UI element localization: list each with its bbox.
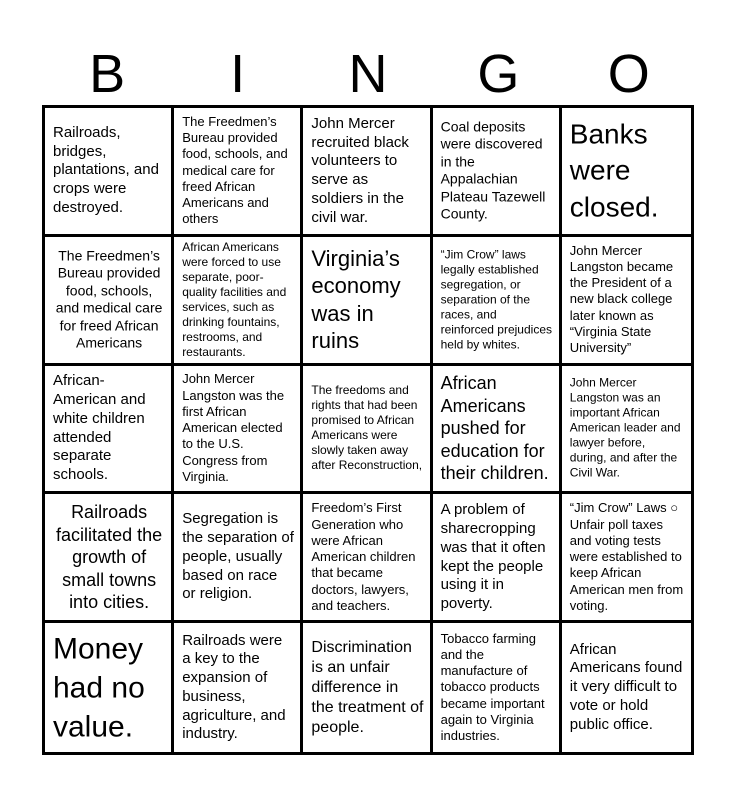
bingo-cell-r5c3[interactable] [303, 623, 432, 752]
bingo-cell-r3c5[interactable] [562, 366, 691, 495]
cell-text: A problem of sharecropping was that it often kept the people using it in poverty. [440, 501, 546, 612]
cell-text: John Mercer recruited black volunteers to serve as soldiers in the civil war. [311, 114, 409, 226]
cell-text: Segregation is the separation of people, usually based on race or religion. [182, 510, 294, 603]
bingo-cell-r3c2[interactable] [174, 366, 303, 495]
cell-text: Banks were closed. [569, 118, 659, 223]
bingo-cell-r5c2[interactable] [174, 623, 303, 752]
cell-text: John Mercer Langston was an important African American leader and lawyer before, during, and after the Civil War. [569, 375, 681, 480]
cell-text: Discrimination is an unfair difference in the treatment of people. [311, 638, 424, 736]
cell-text: Money had no value. [53, 632, 145, 744]
bingo-cell-r3c3[interactable] [303, 366, 432, 495]
cell-text: Virginia’s economy was in ruins [311, 245, 401, 354]
cell-text: John Mercer Langston was the first African American elected to the U.S. Congress from Virginia. [182, 371, 285, 485]
cell-text: The freedoms and rights that had been promised to African Americans were slowly taken away after Reconstruction, [311, 383, 423, 473]
cell-text: African Americans pushed for education for their children. [440, 373, 549, 484]
bingo-cell-r4c3[interactable] [303, 494, 432, 623]
header-letter-b: B [89, 44, 126, 104]
header-letter-i: I [230, 44, 246, 104]
bingo-cell-r3c1[interactable] [45, 366, 174, 495]
cell-text: Railroads, bridges, plantations, and crops were destroyed. [53, 124, 159, 217]
bingo-cell-r1c1[interactable] [45, 108, 174, 237]
bingo-cell-r1c2[interactable] [174, 108, 303, 237]
cell-text: “Jim Crow” Laws ○ Unfair poll taxes and voting tests were established to keep African American men from voting. [569, 500, 684, 613]
bingo-cell-r2c2[interactable] [174, 237, 303, 366]
bingo-cell-r1c4[interactable] [433, 108, 562, 237]
bingo-cell-r2c4[interactable] [433, 237, 562, 366]
bingo-cell-r2c5[interactable] [562, 237, 691, 366]
cell-text: African-American and white children attended separate schools. [53, 372, 146, 483]
header-letter-n: N [348, 44, 388, 104]
bingo-cell-r3c4[interactable] [433, 366, 562, 495]
cell-text: Tobacco farming and the manufacture of tobacco products became important again to Virginia industries. [440, 630, 545, 744]
cell-text: African Americans were forced to use separate, poor-quality facilities and services, such as drinking fountains, restrooms, and restaurants. [182, 239, 287, 359]
bingo-card-grid [42, 105, 694, 755]
bingo-cell-r5c5[interactable] [562, 623, 691, 752]
cell-text: African Americans found it very difficult to vote or hold public office. [569, 640, 683, 733]
bingo-cell-r5c1[interactable] [45, 623, 174, 752]
cell-text: “Jim Crow” laws legally established segregation, or separation of the races, and reinforced prejudices held by whites. [440, 247, 552, 352]
bingo-cell-r4c5[interactable] [562, 494, 691, 623]
header-letter-g: G [477, 44, 520, 104]
cell-text: Railroads were a key to the expansion of business, agriculture, and industry. [182, 631, 286, 743]
bingo-cell-r4c4[interactable] [433, 494, 562, 623]
bingo-cell-r2c3[interactable] [303, 237, 432, 366]
cell-text: Coal deposits were discovered in the Appalachian Plateau Tazewell County. [440, 118, 546, 222]
cell-text: The Freedmen’s Bureau provided food, schools, and medical care for freed African Americans [55, 247, 163, 351]
bingo-cell-r4c2[interactable] [174, 494, 303, 623]
cell-text: Railroads facilitated the growth of small towns into cities. [56, 502, 163, 613]
bingo-cell-r2c1[interactable] [45, 237, 174, 366]
bingo-cell-r5c4[interactable] [433, 623, 562, 752]
bingo-cell-r1c3[interactable] [303, 108, 432, 237]
bingo-header [42, 46, 694, 102]
cell-text: John Mercer Langston became the President of a new black college later known as “Virginia State University” [569, 242, 674, 356]
bingo-cell-r1c5[interactable] [562, 108, 691, 237]
cell-text: The Freedmen’s Bureau provided food, schools, and medical care for freed African Americans and others [182, 114, 288, 227]
bingo-cell-r4c1[interactable] [45, 494, 174, 623]
cell-text: Freedom’s First Generation who were African American children that became doctors, lawyers, and teachers. [311, 500, 416, 613]
header-letter-o: O [607, 44, 650, 104]
